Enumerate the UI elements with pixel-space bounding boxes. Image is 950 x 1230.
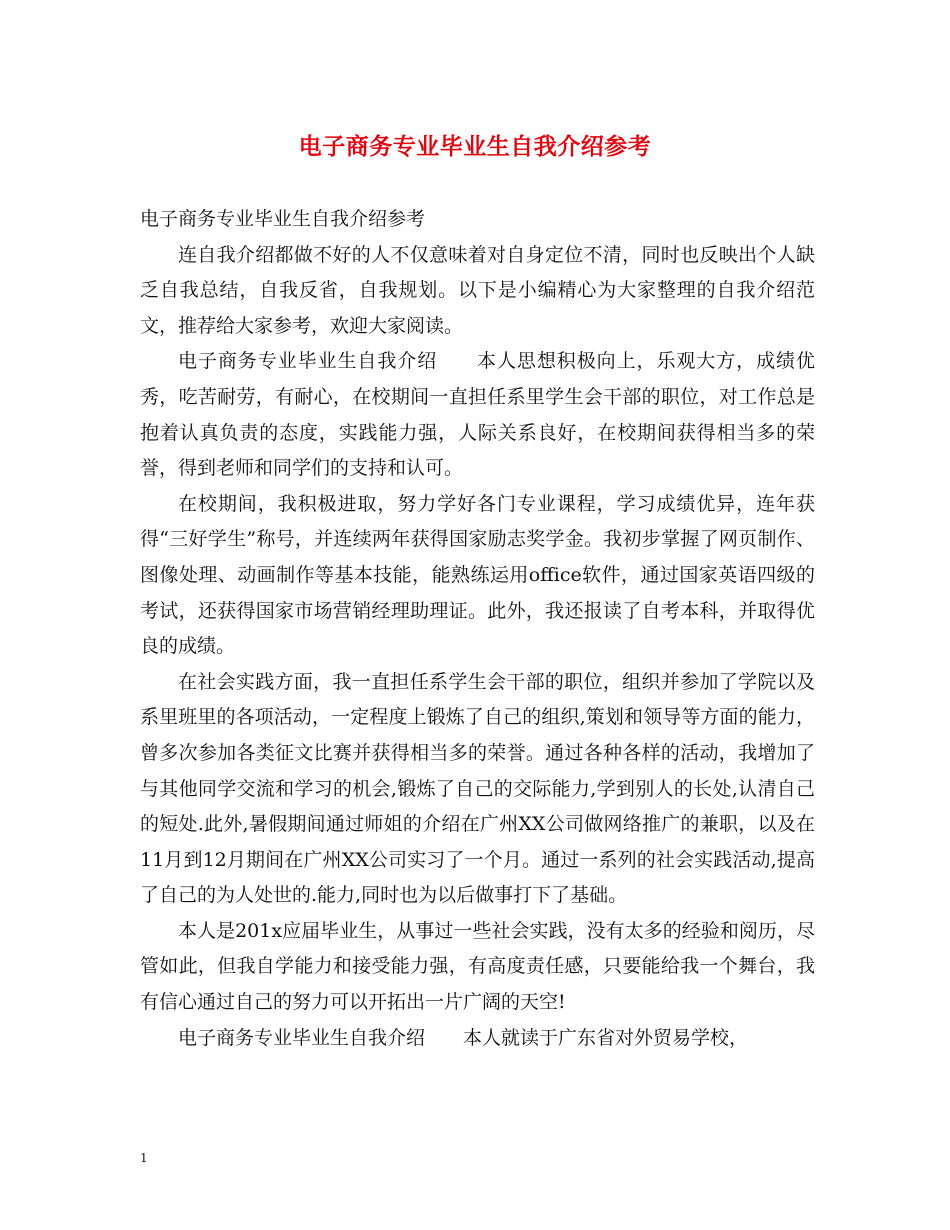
page-number: 1 <box>140 1151 148 1165</box>
body-paragraph: 在校期间，我积极进取，努力学好各门专业课程，学习成绩优异，连年获得“三好学生”称号，并连续两年获得国家励志奖学金。我初步掌握了网页制作、图像处理、动画制作等基本技能，能熟练运用office软件，通过国家英语四级的考试，还获得国家市场营销经理助理证。此外，我还报读了自考本科，并取得优良的成绩。 <box>140 492 815 658</box>
body-paragraph: 连自我介绍都做不好的人不仅意味着对自身定位不清，同时也反映出个人缺乏自我总结，自我反省，自我规划。以下是小编精心为大家整理的自我介绍范文，推荐给大家参考，欢迎大家阅读。 <box>140 243 815 337</box>
body-paragraph: 电子商务专业毕业生自我介绍 本人就读于广东省对外贸易学校， <box>178 1026 749 1049</box>
body-paragraph-heading: 电子商务专业毕业生自我介绍参考 <box>140 208 426 230</box>
document-title: 电子商务专业毕业生自我介绍参考 <box>298 133 652 160</box>
body-paragraph: 本人是201x应届毕业生，从事过一些社会实践，没有太多的经验和阅历，尽管如此，但我自学能力和接受能力强，有高度责任感，只要能给我一个舞台，我有信心通过自己的努力可以开拓出一片广阔的天空! <box>140 919 815 1014</box>
body-paragraph: 电子商务专业毕业生自我介绍 本人思想积极向上，乐观大方，成绩优秀，吃苦耐劳，有耐心，在校期间一直担任系里学生会干部的职位，对工作总是抱着认真负责的态度，实践能力强，人际关系良好，在校期间获得相当多的荣誉，得到老师和同学们的支持和认可。 <box>140 350 815 480</box>
body-paragraph: 在社会实践方面，我一直担任系学生会干部的职位，组织并参加了学院以及系里班里的各项活动，一定程度上锻炼了自己的组织,策划和领导等方面的能力，曾多次参加各类征文比赛并获得相当多的荣誉。通过各种各样的活动，我增加了与其他同学交流和学习的机会,锻炼了自己的交际能力,学到别人的长处,认清自己的短处.此外,暑假期间通过师姐的介绍在广州XX公司做网络推广的兼职，以及在11月到12月期间在广州XX公司实习了一个月。通过一系列的社会实践活动,提高了自己的为人处世的.能力,同时也为以后做事打下了基础。 <box>140 670 815 907</box>
document-body <box>140 202 815 1056</box>
